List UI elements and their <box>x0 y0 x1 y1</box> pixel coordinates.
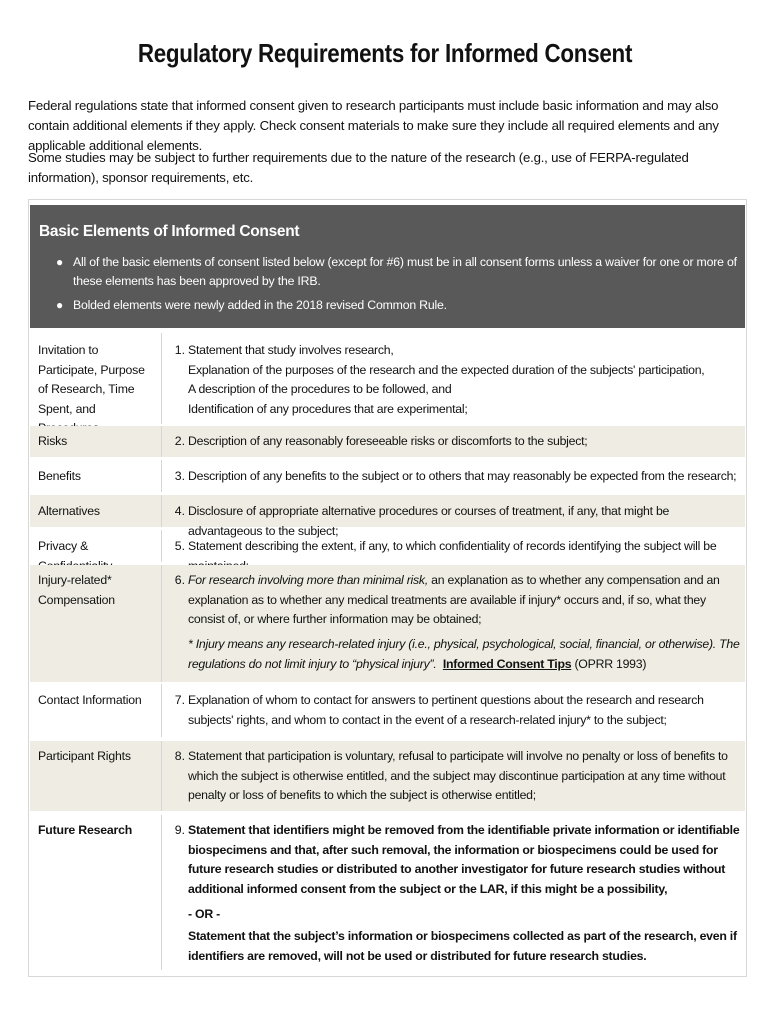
row-number: 9. <box>174 823 185 837</box>
table-row <box>30 426 745 458</box>
row-label: Risks <box>38 434 68 448</box>
consent-elements-table <box>28 199 747 977</box>
intro-paragraph-2: Some studies may be subject to further requirements due to the nature of the research (e.g., use of FERPA-regulated information), sponsor requirements, etc. <box>28 150 689 185</box>
column-divider <box>161 741 162 811</box>
row-description: Description of any reasonably foreseeable risks or discomforts to the subject; <box>188 434 588 448</box>
row-number: 1. <box>174 343 185 357</box>
table-row <box>30 741 745 812</box>
row-description: Description of any benefits to the subject or to others that may reasonably be expected from the research; <box>188 469 737 483</box>
row-number: 4. <box>174 504 185 518</box>
table-row <box>30 495 745 538</box>
column-divider <box>161 333 162 424</box>
table-row <box>30 530 745 563</box>
bullet-icon: ● <box>56 298 64 312</box>
row-description: Statement that participation is voluntary, refusal to participate will involve no penalty or loss of benefits to which the subject is otherwise entitled, and the subject may discontinue participation at any time without penalty or loss of benefits to which the subject is otherwise entitled; <box>188 749 728 802</box>
informed-consent-tips-link[interactable]: Informed Consent Tips <box>442 656 572 671</box>
column-divider <box>161 460 162 492</box>
table-row <box>30 460 745 493</box>
injury-footnote: * Injury means any research-related injury (i.e., physical, psychological, social, financial, or otherwise). The regulations do not limit injury to “physical injury”. Informed Consent Tips (OPRR 1993) <box>188 637 740 671</box>
table-row <box>30 815 745 971</box>
row-label: Contact Information <box>38 693 142 707</box>
column-divider <box>161 684 162 737</box>
banner-bullet: ● All of the basic elements of consent listed below (except for #6) must be in all consent forms unless a waiver for one or more of these elements has been approved by the IRB. <box>56 255 737 288</box>
banner-bullet-list <box>39 253 739 320</box>
row-description-alt: Statement that the subject’s information or biospecimens collected as part of the research, even if identifiers are removed, will not be used or distributed for future research studies. <box>188 929 737 963</box>
column-divider <box>161 565 162 682</box>
row-number: 8. <box>174 749 185 763</box>
page-title: Regulatory Requirements for Informed Consent <box>137 38 633 68</box>
row-number: 5. <box>174 539 185 553</box>
row-description: For research involving more than minimal risk, an explanation as to whether any compensation and an explanation as to whether any medical treatments are available if injury* occurs and, if so, what they consist of, or where further information may be obtained; <box>188 573 720 626</box>
row-number: 7. <box>174 693 185 707</box>
row-label: Future Research <box>38 823 133 837</box>
row-label: Alternatives <box>38 504 100 518</box>
row-label: Benefits <box>38 469 81 483</box>
row-number: 2. <box>174 434 185 448</box>
column-divider <box>161 530 162 562</box>
row-description: Statement that study involves research, Explanation of the purposes of the research and the expected duration of the subjects' participation, A description of the procedures to be followed, and Identification of any procedures that are experimental; <box>188 343 705 416</box>
row-label: Injury-related* Compensation <box>38 573 115 607</box>
or-separator: - OR - <box>188 907 220 921</box>
table-row <box>30 565 745 683</box>
row-description: Explanation of whom to contact for answers to pertinent questions about the research and research subjects' rights, and whom to contact in the event of a research-related injury* to the subject; <box>188 693 704 727</box>
row-label: Privacy & <box>38 539 89 553</box>
row-description: Statement describing the extent, if any, to which confidentiality of records identifying the subject will be <box>188 539 717 553</box>
row-label: Participant Rights <box>38 749 131 763</box>
column-divider <box>161 495 162 527</box>
table-row <box>30 333 745 425</box>
row-label: Invitation to Participate, Purpose of Research, Time Spent, and <box>38 343 145 416</box>
banner-title: Basic Elements of Informed Consent <box>39 223 300 240</box>
row-number: 3. <box>174 469 185 483</box>
intro-paragraph-1: Federal regulations state that informed consent given to research participants must include basic information and may also contain additional elements if they apply. Check consent materials to make sure they include all required elements and any applicable additional elements. <box>28 98 719 153</box>
row-number: 6. <box>174 573 185 587</box>
table-row <box>30 684 745 738</box>
row-description: Statement that identifiers might be removed from the identifiable private information or identifiable biospecimens and that, after such removal, the information or biospecimens could be used for future research studies or distributed to another investigator for future research studies without additional informed consent from the subject or the LAR, if this might be a possibility, <box>188 823 740 896</box>
row-description: Disclosure of appropriate alternative procedures or courses of treatment, if any, that might be advantageous to the subject; <box>188 504 670 538</box>
column-divider <box>161 815 162 970</box>
bullet-icon: ● <box>56 255 64 269</box>
table-header-banner <box>30 205 745 328</box>
column-divider <box>161 426 162 457</box>
banner-bullet: ● Bolded elements were newly added in the 2018 revised Common Rule. <box>39 296 739 315</box>
